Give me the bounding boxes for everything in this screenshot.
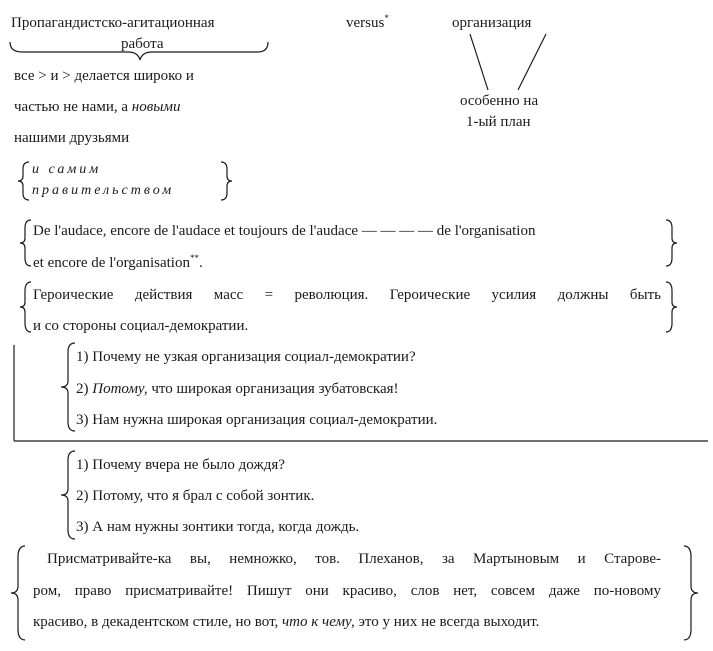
brace-right-2 <box>666 220 677 266</box>
left-note-line3: нашими друзьями <box>14 130 130 146</box>
v-line-left <box>470 34 488 90</box>
footnote-mark-1: * <box>384 13 389 23</box>
list1-item3: 3) Нам нужна широкая организация социал-демократии. <box>76 412 438 428</box>
audace-line1: De l'audace, encore de l'audace et toujours de l'audace — — — — de l'organisation <box>33 223 536 239</box>
brace-left-2 <box>20 220 31 266</box>
header-versus: versus* <box>346 13 389 31</box>
heroic-line1: Героические действия масс = революция. Героические усилия должны быть <box>33 287 661 303</box>
brace-right-1 <box>221 162 232 200</box>
plekhanov-line2: ром, право присматривайте! Пишут они красиво, слов нет, совсем даже по-новому <box>33 583 661 599</box>
header-left-line2: работа <box>121 36 164 52</box>
brace-right-3 <box>666 282 677 332</box>
brace-left-1 <box>18 162 29 200</box>
brace-left-3 <box>20 282 31 332</box>
brace-list-1 <box>61 343 75 431</box>
right-note-line2: 1-ый план <box>466 114 531 130</box>
heroic-line2: и со стороны социал-демократии. <box>33 318 249 334</box>
header-right: организация <box>452 15 532 31</box>
right-note-line1: особенно на <box>460 93 539 109</box>
brace-note-line2: правительством <box>32 183 175 198</box>
list1-item2: 2) Потому, что широкая организация зубатовская! <box>76 381 399 397</box>
v-line-right <box>518 34 546 90</box>
left-note-line2: частью не нами, а новыми <box>14 99 181 115</box>
left-note-line1: все > и > делается широко и <box>14 68 194 84</box>
brace-list-2 <box>61 451 75 539</box>
list1-item1: 1) Почему не узкая организация социал-демократии? <box>76 349 416 365</box>
footnote-mark-2: ** <box>189 253 199 263</box>
brace-right-4 <box>684 546 698 640</box>
list2-item2: 2) Потому, что я брал с собой зонтик. <box>76 488 315 504</box>
list2-item1: 1) Почему вчера не было дождя? <box>76 457 285 473</box>
header-left-line1: Пропагандистско-агитационная <box>11 15 215 31</box>
brace-note-line1: и самим <box>32 162 102 177</box>
plekhanov-line1: Присматривайте-ка вы, немножко, тов. Плеханов, за Мартыновым и Старове- <box>47 551 661 567</box>
audace-line2: et encore de l'organisation**. <box>33 253 203 271</box>
plekhanov-line3: красиво, в декадентском стиле, но вот, что к чему, это у них не всегда выходит. <box>33 614 540 630</box>
list2-item3: 3) А нам нужны зонтики тогда, когда дождь. <box>76 519 360 535</box>
brace-left-4 <box>11 546 25 640</box>
